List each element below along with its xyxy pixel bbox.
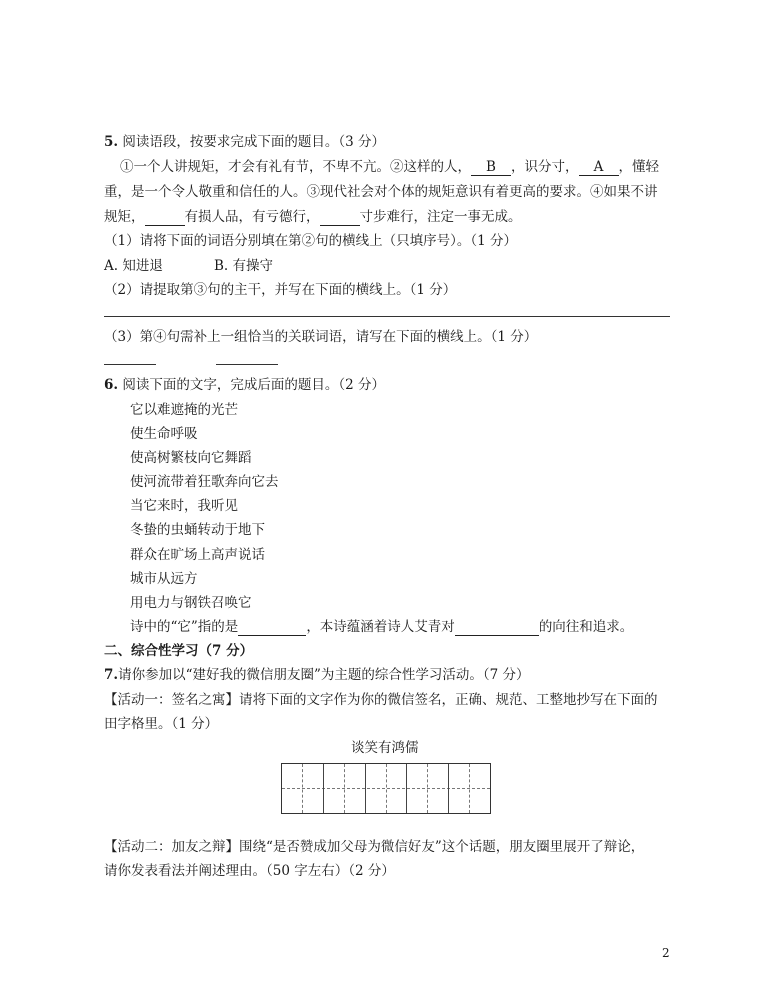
q7-title [104,666,530,684]
section-heading: 二、综合性学习（7 分） [104,643,254,659]
q6-question-text-a: 诗中的“它”指的是 [130,619,239,635]
poem-line: 用电力与钢铁召唤它 [130,595,252,611]
activity2-line1: 【活动二：加友之辩】围绕“是否赞成加父母为微信好友”这个话题，朋友圈里展开了辩论， [104,839,645,855]
q6-question-text-c: 的向往和追求。 [538,619,634,635]
poem-line: 群众在旷场上高声说话 [130,547,265,563]
q5-sub3-answer-line-1[interactable] [104,364,156,365]
q5-p1-text-c: ，懂轻 [618,159,659,175]
q6-number: 6. [104,377,119,393]
q5-p1-text-a: ①一个人讲规矩，才会有礼有节，不卑不亢。②这样的人， [120,159,471,175]
blank-a: A [579,160,619,176]
poem-line: 城市从远方 [130,571,198,587]
grid-cell-border [448,764,449,813]
q7-title-text: 请你参加以“建好我的微信朋友圈”为主题的综合性学习活动。（7 分） [118,667,530,683]
poem-line: 当它来时，我听见 [130,498,238,514]
grid-cell-midline [469,764,470,813]
grid-cell-border [406,764,407,813]
page-number: 2 [662,946,670,960]
grid-cell-midline [427,764,428,813]
q5-p3-text-b: 有损人品，有亏德行， [184,209,320,225]
q6-blank-1[interactable] [238,620,306,636]
signature-text: 谈笑有鸿儒 [351,740,419,756]
poem-line: 它以难遮掩的光芒 [130,402,238,418]
q5-sub2-answer-line[interactable] [104,316,670,317]
grid-cell-midline [386,764,387,813]
q5-sub3-answer-line-2[interactable] [216,364,278,365]
q5-sub2: （2）请提取第③句的主干，并写在下面的横线上。（1 分） [104,282,457,298]
activity1-line1: 【活动一：签名之寓】请将下面的文字作为你的微信签名，正确、规范、工整地抄写在下面的 [104,692,658,708]
q5-p1-text-b: ，识分寸， [511,159,579,175]
q6-title-text: 阅读下面的文字，完成后面的题目。（2 分） [118,377,386,393]
poem-line: 冬蛰的虫蛹转动于地下 [130,522,265,538]
poem-line: 使生命呼吸 [130,426,198,442]
q5-option-a: A. 知进退 [104,258,163,274]
activity2-line2: 请你发表看法并阐述理由。（50 字左右）（2 分） [104,863,395,879]
q5-sub3: （3）第④句需补上一组恰当的关联词语，请写在下面的横线上。（1 分） [104,329,538,345]
activity1-line2: 田字格里。（1 分） [104,716,219,732]
grid-cell-border [323,764,324,813]
q5-number: 5. [104,134,119,150]
q5-paragraph-line1 [120,158,659,176]
grid-cell-midline [344,764,345,813]
q6-question-text-b: ，本诗蕴涵着诗人艾青对 [306,619,455,635]
q5-p3-text-a: 规矩， [104,209,145,225]
q5-paragraph-line3 [104,208,522,226]
q5-title-text: 阅读语段，按要求完成下面的题目。（3 分） [118,134,386,150]
q5-sub1: （1）请将下面的词语分别填在第②句的横线上（只填序号）。（1 分） [104,233,517,249]
blank-4a[interactable] [145,210,185,226]
q7-number: 7. [104,667,119,683]
poem-line: 使高树繁枝向它舞蹈 [130,450,252,466]
q6-question [130,618,633,636]
tianzige-grid[interactable] [281,763,491,814]
q6-blank-2[interactable] [455,620,539,636]
grid-cell-midline [302,764,303,813]
q5-title [104,133,385,151]
blank-4b[interactable] [320,210,360,226]
q5-option-b: B. 有操守 [214,258,274,274]
q5-p3-text-c: 寸步难行，注定一事无成。 [359,209,522,225]
blank-b: B [471,160,511,176]
q5-paragraph-line2: 重，是一个令人敬重和信任的人。③现代社会对个体的规矩意识有着更高的要求。④如果不讲 [104,184,658,200]
q6-title [104,376,385,394]
poem-line: 使河流带着狂歌奔向它去 [130,474,279,490]
grid-cell-border [365,764,366,813]
